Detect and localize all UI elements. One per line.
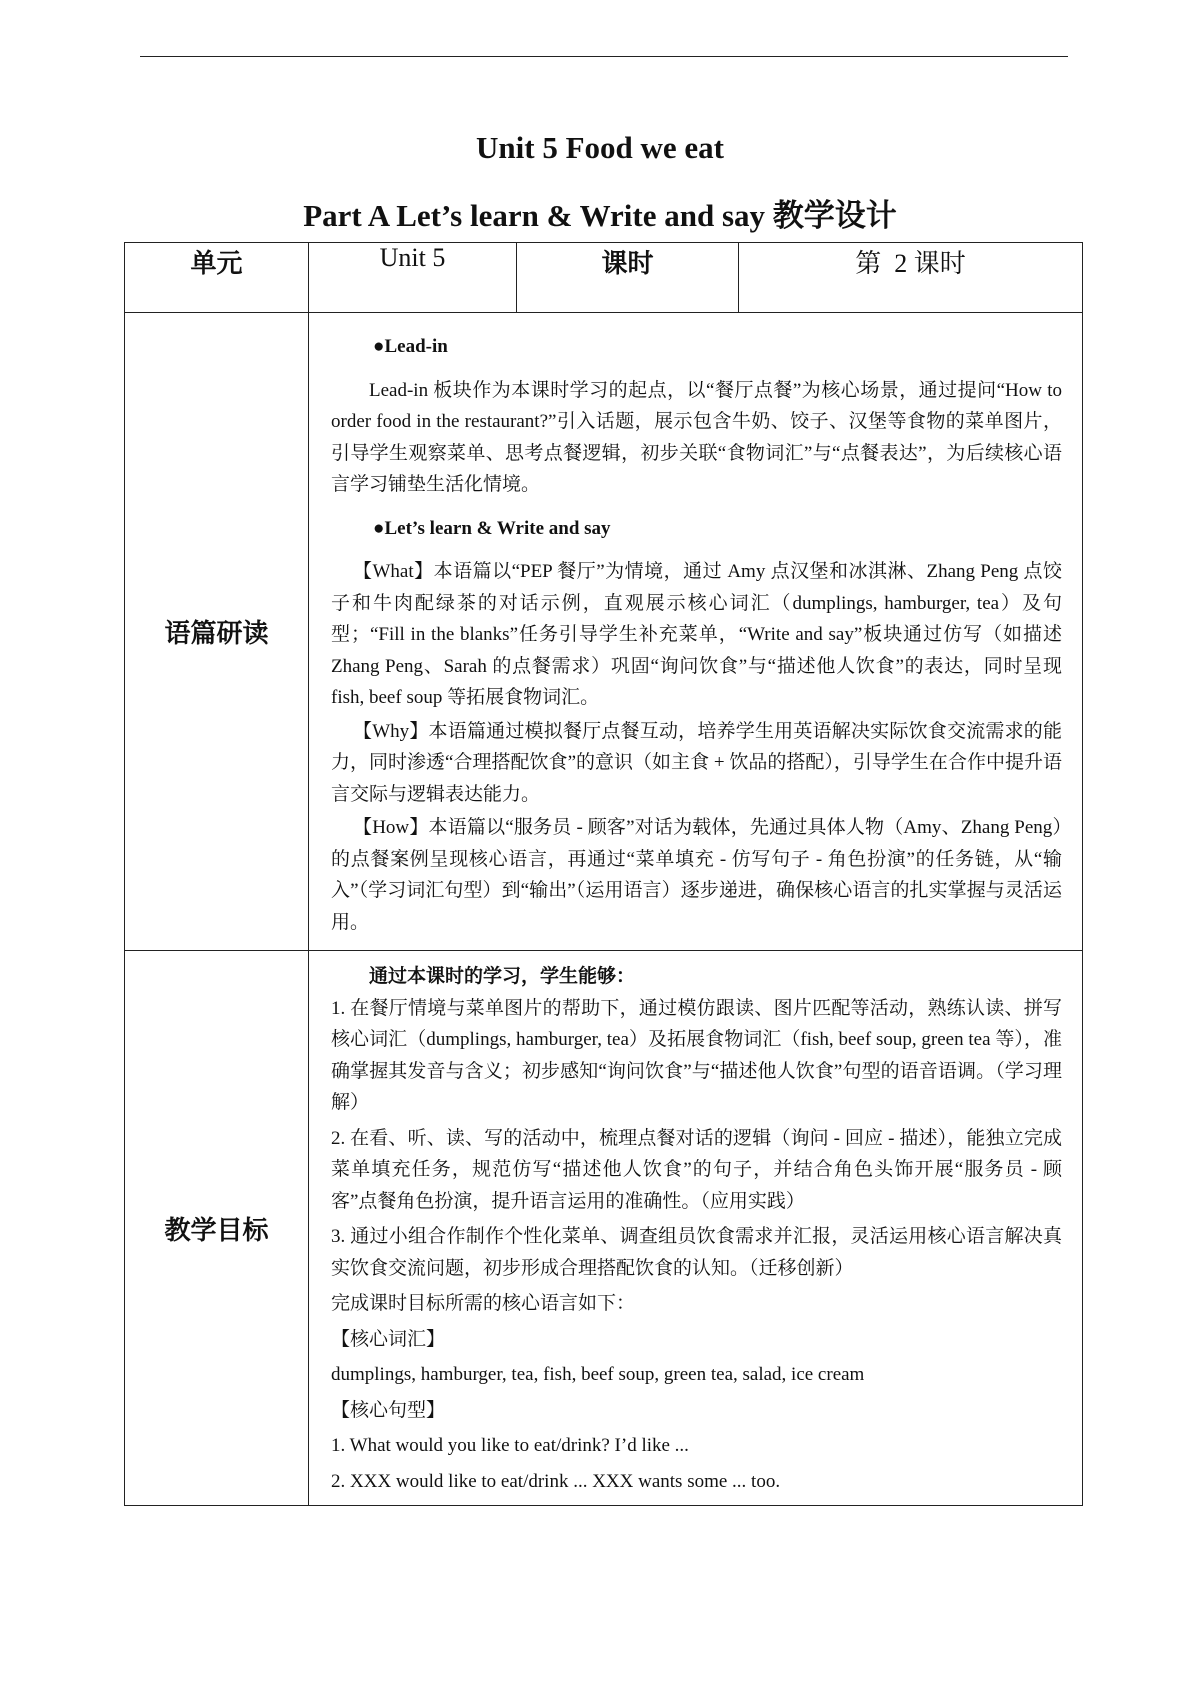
header-rule <box>140 56 1068 57</box>
document-subtitle: Part A Let’s learn & Write and say 教学设计 <box>303 198 897 233</box>
sentence-heading: 【核心句型】 <box>331 1399 446 1421</box>
goals-row <box>125 951 1083 1506</box>
learn-heading: ●Let’s learn & Write and say <box>373 517 611 539</box>
goal-2: 2. 在看、听、读、写的活动中，梳理点餐对话的逻辑（询问 - 回应 - 描述），能独立完成菜单填充任务，规范仿写“描述他人饮食”的句子，并结合角色头饰开展“服务员 - 顾客”点餐角色扮演，提升语言运用的准确性。（应用实践） <box>331 1127 1062 1212</box>
analysis-label: 语篇研读 <box>125 313 309 951</box>
document-title: Unit 5 Food we eat <box>476 130 724 165</box>
sentence-2: 2. XXX would like to eat/drink ... XXX wants some ... too. <box>331 1470 781 1492</box>
period-value: 第 2 课时 <box>739 243 1083 313</box>
leadin-text: Lead-in 板块作为本课时学习的起点，以“餐厅点餐”为核心场景，通过提问“How to order food in the restaurant?”引入话题，展示包含牛奶、饺子、汉堡等食物的菜单图片，引导学生观察菜单、思考点餐逻辑，初步关联“食物词汇”与“点餐表达”，为后续核心语言学习铺垫生活化情境。 <box>331 379 1062 495</box>
goal-1: 1. 在餐厅情境与菜单图片的帮助下，通过模仿跟读、图片匹配等活动，熟练认读、拼写核心词汇（dumplings, hamburger, tea）及拓展食物词汇（fish, beef soup, green tea 等），准确掌握其发音与含义；初步感知“询问饮食”与“描述他人饮食”句型的语音语调。（学习理解） <box>331 997 1062 1113</box>
analysis-row <box>125 313 1083 951</box>
unit-label: 单元 <box>125 243 309 313</box>
goals-content <box>309 951 1083 1506</box>
lesson-plan-table <box>124 242 1083 1506</box>
vocab-heading: 【核心词汇】 <box>331 1328 446 1350</box>
analysis-content <box>309 313 1083 951</box>
core-language-intro: 完成课时目标所需的核心语言如下： <box>331 1293 636 1314</box>
sentence-1: 1. What would you like to eat/drink? I’d like ... <box>331 1435 689 1456</box>
goal-3: 3. 通过小组合作制作个性化菜单、调查组员饮食需求并汇报，灵活运用核心语言解决真实饮食交流问题，初步形成合理搭配饮食的认知。（迁移创新） <box>331 1226 1062 1279</box>
table-header-row <box>125 243 1083 313</box>
period-label: 课时 <box>517 243 739 313</box>
what-paragraph: 【What】本语篇以“PEP 餐厅”为情境，通过 Amy 点汉堡和冰淇淋、Zhang Peng 点饺子和牛肉配绿茶的对话示例，直观展示核心词汇（dumplings, hamburger, tea）及句型；“Fill in the blanks”任务引导学生补充菜单，“Write and say”板块通过仿写（如描述 Zhang Peng、Sarah 的点餐需求）巩固“询问饮食”与“描述他人饮食”的表达，同时呈现 fish, beef soup 等拓展食物词汇。 <box>331 561 1062 708</box>
leadin-heading: ●Lead-in <box>373 336 448 357</box>
why-paragraph: 【Why】本语篇通过模拟餐厅点餐互动，培养学生用英语解决实际饮食交流需求的能力，同时渗透“合理搭配饮食”的意识（如主食 + 饮品的搭配），引导学生在合作中提升语言交际与逻辑表达能力。 <box>331 720 1062 805</box>
how-paragraph: 【How】本语篇以“服务员 - 顾客”对话为载体，先通过具体人物（Amy、Zhang Peng）的点餐案例呈现核心语言，再通过“菜单填充 - 仿写句子 - 角色扮演”的任务链，从“输入”（学习词汇句型）到“输出”（运用语言）逐步递进，确保核心语言的扎实掌握与灵活运用。 <box>331 817 1062 933</box>
goals-lead: 通过本课时的学习，学生能够： <box>369 966 636 987</box>
goals-label: 教学目标 <box>125 951 309 1506</box>
unit-value: Unit 5 <box>309 243 517 313</box>
vocab-list: dumplings, hamburger, tea, fish, beef soup, green tea, salad, ice cream <box>331 1364 865 1385</box>
